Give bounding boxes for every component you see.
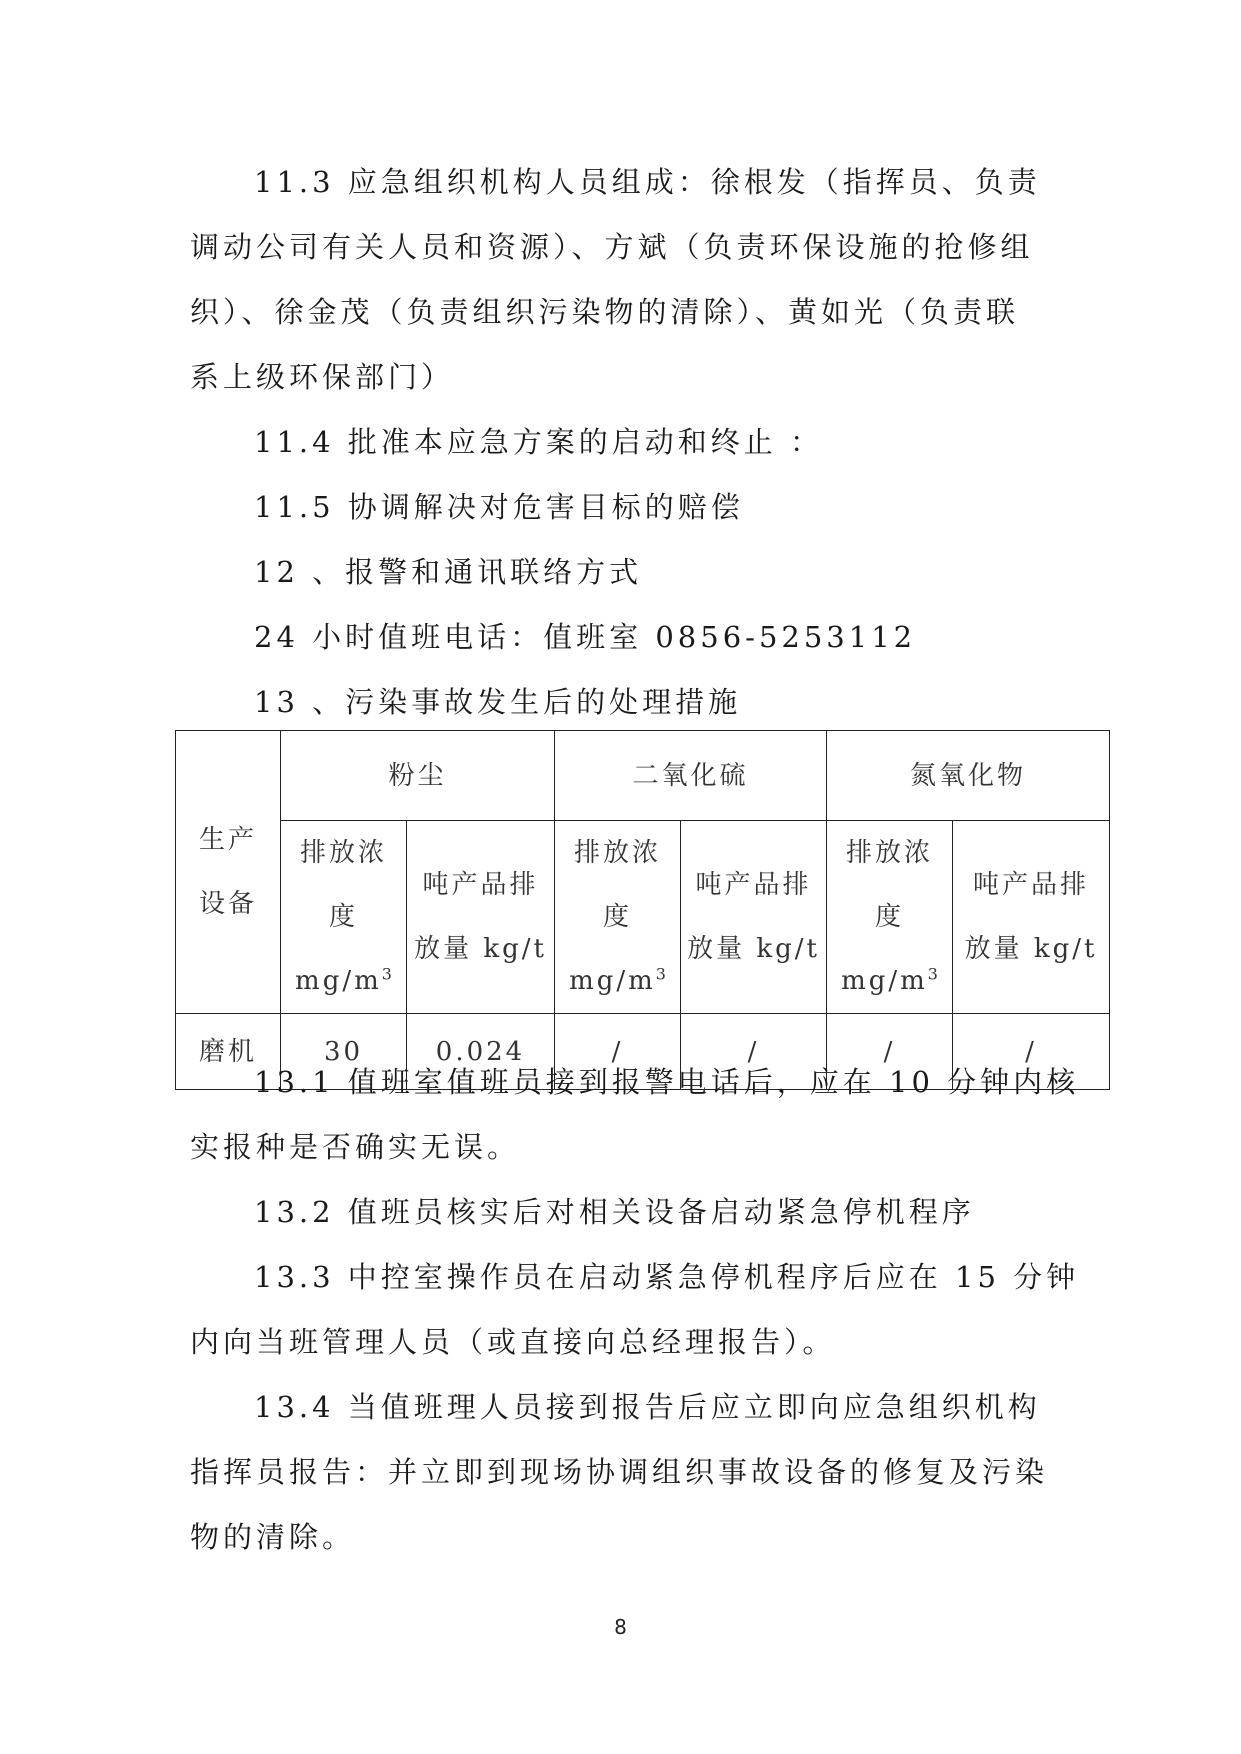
table-cell: / — [681, 1014, 827, 1090]
paragraph-13: 13 、污染事故发生后的处理措施 — [254, 685, 742, 719]
paragraph-11-3 — [190, 150, 1050, 410]
text-line: 13.3 中控室操作员在启动紧急停机程序后应在 15 分钟 — [254, 1260, 1080, 1294]
superscript: 3 — [927, 964, 938, 984]
subheader-text: 吨产品排 — [973, 870, 1090, 900]
table-cell: 0.024 — [407, 1014, 555, 1090]
header-text: 生产 — [198, 825, 257, 855]
emission-table — [175, 730, 1110, 1090]
subheader-text: 吨产品排 — [422, 870, 539, 900]
header-group: 粉尘 — [281, 731, 555, 821]
subheader-text: 排放浓 — [299, 838, 387, 868]
table-cell-equipment: 磨机 — [176, 1014, 281, 1090]
subheader-emission — [953, 821, 1110, 1014]
subheader-concentration — [827, 821, 953, 1014]
text-line: 11.3 应急组织机构人员组成：徐根发（指挥员、负责 — [254, 165, 1041, 199]
text-line: 物的清除。 — [190, 1520, 356, 1554]
subheader-emission — [407, 821, 555, 1014]
subheader-text: 排放浓 — [846, 838, 934, 868]
header-group: 氮氧化物 — [827, 731, 1110, 821]
table-cell: / — [953, 1014, 1110, 1090]
header-equipment — [176, 731, 281, 1014]
table-cell: 30 — [281, 1014, 407, 1090]
subheader-text: 排放浓 — [574, 838, 662, 868]
text-line: 系上级环保部门） — [190, 360, 455, 394]
subheader-emission — [681, 821, 827, 1014]
header-group: 二氧化硫 — [555, 731, 827, 821]
header-text: 设备 — [198, 889, 257, 919]
subheader-concentration — [555, 821, 681, 1014]
subheader-text: 度 mg/m — [569, 902, 656, 996]
table-cell: / — [827, 1014, 953, 1090]
text-line: 13.4 当值班理人员接到报告后应立即向应急组织机构 — [254, 1390, 1041, 1424]
subheader-concentration — [281, 821, 407, 1014]
paragraph-phone: 24 小时值班电话：值班室 0856-5253112 — [254, 620, 917, 654]
text-line: 实报种是否确实无误。 — [190, 1130, 521, 1164]
paragraph-11-5: 11.5 协调解决对危害目标的赔偿 — [254, 490, 744, 524]
superscript: 3 — [655, 964, 666, 984]
paragraph-13-1 — [190, 1050, 1080, 1180]
page-number: 8 — [614, 1615, 627, 1639]
subheader-text: 放量 kg/t — [687, 934, 820, 964]
text-line: 调动公司有关人员和资源）、方斌（负责环保设施的抢修组 — [190, 230, 1034, 264]
text-line: 13.1 值班室值班员接到报警电话后，应在 10 分钟内核 — [254, 1065, 1080, 1099]
paragraph-13-2: 13.2 值班员核实后对相关设备启动紧急停机程序 — [254, 1195, 975, 1229]
subheader-text: 放量 kg/t — [964, 934, 1098, 964]
table-cell: / — [555, 1014, 681, 1090]
text-line: 指挥员报告：并立即到现场协调组织事故设备的修复及污染 — [190, 1455, 1049, 1489]
superscript: 3 — [381, 964, 392, 984]
subheader-text: 度 mg/m — [841, 902, 928, 996]
text-line: 内向当班管理人员（或直接向总经理报告）。 — [190, 1325, 836, 1359]
text-line: 织）、徐金茂（负责组织污染物的清除）、黄如光（负责联 — [190, 295, 1020, 329]
subheader-text: 放量 kg/t — [414, 934, 547, 964]
paragraph-11-4: 11.4 批准本应急方案的启动和终止 ： — [254, 425, 824, 459]
subheader-text: 度 mg/m — [295, 902, 382, 996]
paragraph-12: 12 、报警和通讯联络方式 — [254, 555, 643, 589]
paragraph-13-3 — [190, 1245, 1080, 1375]
subheader-text: 吨产品排 — [695, 870, 812, 900]
paragraph-13-4 — [190, 1375, 1050, 1570]
